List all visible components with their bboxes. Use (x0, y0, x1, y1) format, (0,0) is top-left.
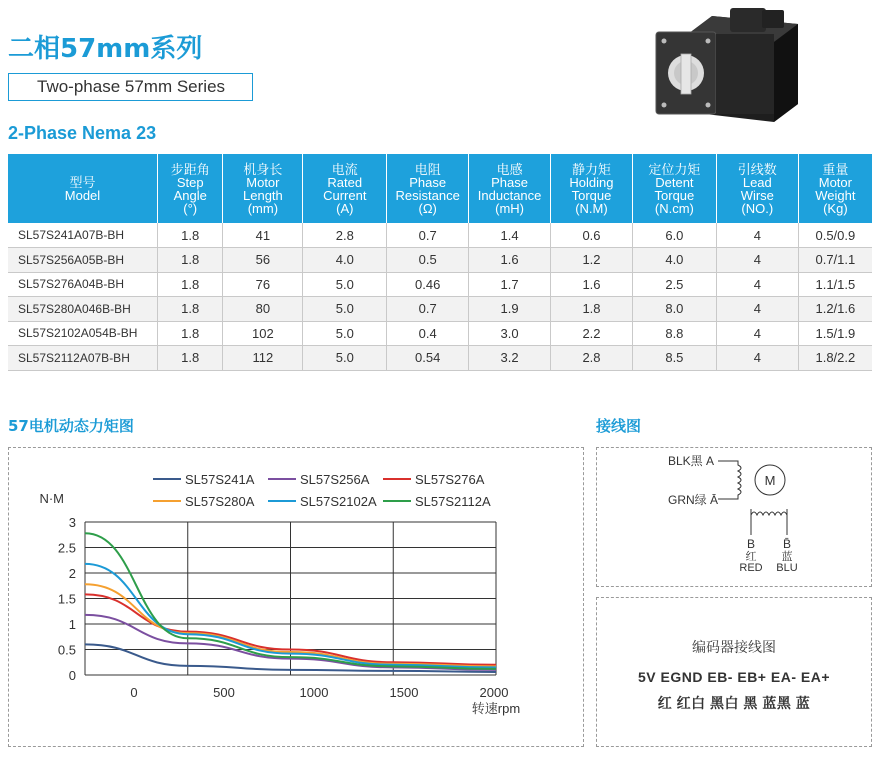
table-cell: 1.2/1.6 (798, 297, 872, 322)
table-cell: 1.6 (469, 248, 551, 273)
page-title-cn: 二相57mm系列 (8, 34, 203, 64)
table-cell: 112 (223, 346, 303, 371)
y-tick-label: 0.5 (57, 642, 76, 658)
col-header-motor-length: 机身长 Motor Length (mm) (223, 154, 303, 223)
wire-label-grn: GRN绿 Ā (668, 493, 719, 507)
legend-label: SL57S2102A (300, 494, 377, 509)
terminal-b-bar-color-en: BLU (776, 562, 798, 574)
wiring-diagram (596, 447, 872, 587)
encoder-signals: 5V EGND EB- EB+ EA- EA+ (638, 669, 830, 685)
x-tick-label: 1000 (299, 685, 329, 700)
table-cell: 4 (716, 321, 798, 346)
coil-a (718, 461, 741, 499)
table-cell: 3.2 (469, 346, 551, 371)
table-row (8, 248, 872, 273)
table-cell: 2.8 (303, 223, 387, 248)
wire-label-blk: BLK黑 A (668, 454, 715, 468)
table-cell: 4 (716, 223, 798, 248)
x-axis-label: 转速rpm (471, 701, 521, 716)
table-cell: 4 (716, 346, 798, 371)
page-subtitle: 2-Phase Nema 23 (8, 123, 157, 143)
col-header-model: 型号 Model (8, 154, 157, 223)
table-cell: 0.46 (387, 272, 469, 297)
table-cell: 4.0 (303, 248, 387, 273)
table-cell: 0.5 (387, 248, 469, 273)
table-cell: 5.0 (303, 321, 387, 346)
table-cell: 1.1/1.5 (798, 272, 872, 297)
table-cell: 2.2 (551, 321, 633, 346)
table-cell: 1.9 (469, 297, 551, 322)
table-cell: 1.8 (157, 223, 223, 248)
table-cell: 1.8 (157, 248, 223, 273)
terminal-b-color-en: RED (739, 562, 763, 574)
y-axis-label: N·M (39, 491, 64, 506)
table-cell: 8.5 (632, 346, 716, 371)
spec-table-header (8, 154, 872, 223)
table-cell: 5.0 (303, 272, 387, 297)
table-cell: 0.4 (387, 321, 469, 346)
table-cell: 80 (223, 297, 303, 322)
table-cell: SL57S2112A07B-BH (8, 346, 157, 371)
stepper-motor-image (650, 4, 800, 134)
table-cell: 5.0 (303, 346, 387, 371)
col-header-rated-current: 电流 Rated Current (A) (303, 154, 387, 223)
y-tick-label: 1.5 (57, 591, 76, 607)
terminal-b-bar-color-cn: 蓝 (781, 551, 793, 563)
table-cell: 76 (223, 272, 303, 297)
table-cell: 4 (716, 248, 798, 273)
x-tick-label: 0 (130, 685, 138, 700)
table-cell: 1.4 (469, 223, 551, 248)
torque-chart (8, 447, 584, 747)
col-header-motor-weight: 重量 Motor Weight (Kg) (798, 154, 872, 223)
table-cell: 1.6 (551, 272, 633, 297)
y-tick-label: 2 (68, 566, 76, 581)
legend-label: SL57S276A (415, 472, 485, 487)
x-tick-label: 1500 (389, 685, 419, 700)
table-cell: 3.0 (469, 321, 551, 346)
table-row (8, 223, 872, 248)
table-cell: SL57S280A046B-BH (8, 297, 157, 322)
legend-label: SL57S280A (185, 494, 255, 509)
table-cell: 1.2 (551, 248, 633, 273)
legend-label: SL57S2112A (415, 494, 491, 509)
page-title-en: Two-phase 57mm Series (8, 73, 253, 101)
col-header-step-angle: 步距角 Step Angle (°) (157, 154, 223, 223)
legend-label: SL57S256A (300, 472, 370, 487)
table-cell: 41 (223, 223, 303, 248)
col-header-lead-wires: 引线数 Lead Wirse (NO.) (716, 154, 798, 223)
table-cell: 8.0 (632, 297, 716, 322)
y-tick-label: 1 (68, 617, 76, 632)
terminal-b-color-cn: 红 (745, 551, 757, 563)
wiring-title: 接线图 (596, 417, 642, 435)
table-cell: 0.6 (551, 223, 633, 248)
table-cell: 2.8 (551, 346, 633, 371)
table-cell: 0.54 (387, 346, 469, 371)
table-row (8, 321, 872, 346)
table-cell: 8.8 (632, 321, 716, 346)
table-cell: 0.7/1.1 (798, 248, 872, 273)
col-header-detent-torque: 定位力矩 Detent Torque (N.cm) (632, 154, 716, 223)
encoder-title: 编码器接线图 (692, 639, 776, 655)
y-tick-label: 3 (68, 515, 76, 530)
table-cell: 1.8 (157, 346, 223, 371)
table-cell: 1.7 (469, 272, 551, 297)
y-tick-label: 0 (68, 668, 76, 683)
terminal-b: B (746, 537, 756, 551)
table-cell: 1.8 (157, 297, 223, 322)
spec-table (8, 154, 872, 371)
motor-symbol-label: M (764, 473, 776, 488)
col-header-phase-resistance: 电阻 Phase Resistance (Ω) (387, 154, 469, 223)
x-tick-label: 2000 (479, 685, 509, 700)
col-header-holding-torque: 静力矩 Holding Torque (N.M) (551, 154, 633, 223)
table-cell: 1.8 (157, 272, 223, 297)
table-cell: 1.8/2.2 (798, 346, 872, 371)
table-cell: 1.8 (551, 297, 633, 322)
legend-label: SL57S241A (185, 472, 255, 487)
table-row (8, 297, 872, 322)
table-cell: 6.0 (632, 223, 716, 248)
table-cell: 102 (223, 321, 303, 346)
table-cell: 1.8 (157, 321, 223, 346)
col-header-phase-inductance: 电感 Phase Inductance (mH) (469, 154, 551, 223)
table-cell: 2.5 (632, 272, 716, 297)
table-cell: 4 (716, 272, 798, 297)
table-row (8, 272, 872, 297)
table-cell: 1.5/1.9 (798, 321, 872, 346)
x-tick-label: 500 (213, 685, 235, 700)
y-tick-label: 2.5 (57, 540, 76, 556)
table-cell: SL57S276A04B-BH (8, 272, 157, 297)
table-cell: SL57S2102A054B-BH (8, 321, 157, 346)
encoder-wiring (596, 597, 872, 747)
table-row (8, 346, 872, 371)
terminal-b-bar: B̄ (782, 537, 792, 551)
table-cell: 4 (716, 297, 798, 322)
table-cell: 56 (223, 248, 303, 273)
table-cell: SL57S241A07B-BH (8, 223, 157, 248)
encoder-colors: 红 红白 黑白 黑 蓝黑 蓝 (657, 695, 811, 711)
table-cell: 4.0 (632, 248, 716, 273)
table-cell: SL57S256A05B-BH (8, 248, 157, 273)
table-cell: 0.7 (387, 297, 469, 322)
table-cell: 0.7 (387, 223, 469, 248)
table-cell: 0.5/0.9 (798, 223, 872, 248)
table-cell: 5.0 (303, 297, 387, 322)
coil-b (751, 509, 787, 525)
torque-chart-title: 57电机动态力矩图 (8, 417, 134, 435)
